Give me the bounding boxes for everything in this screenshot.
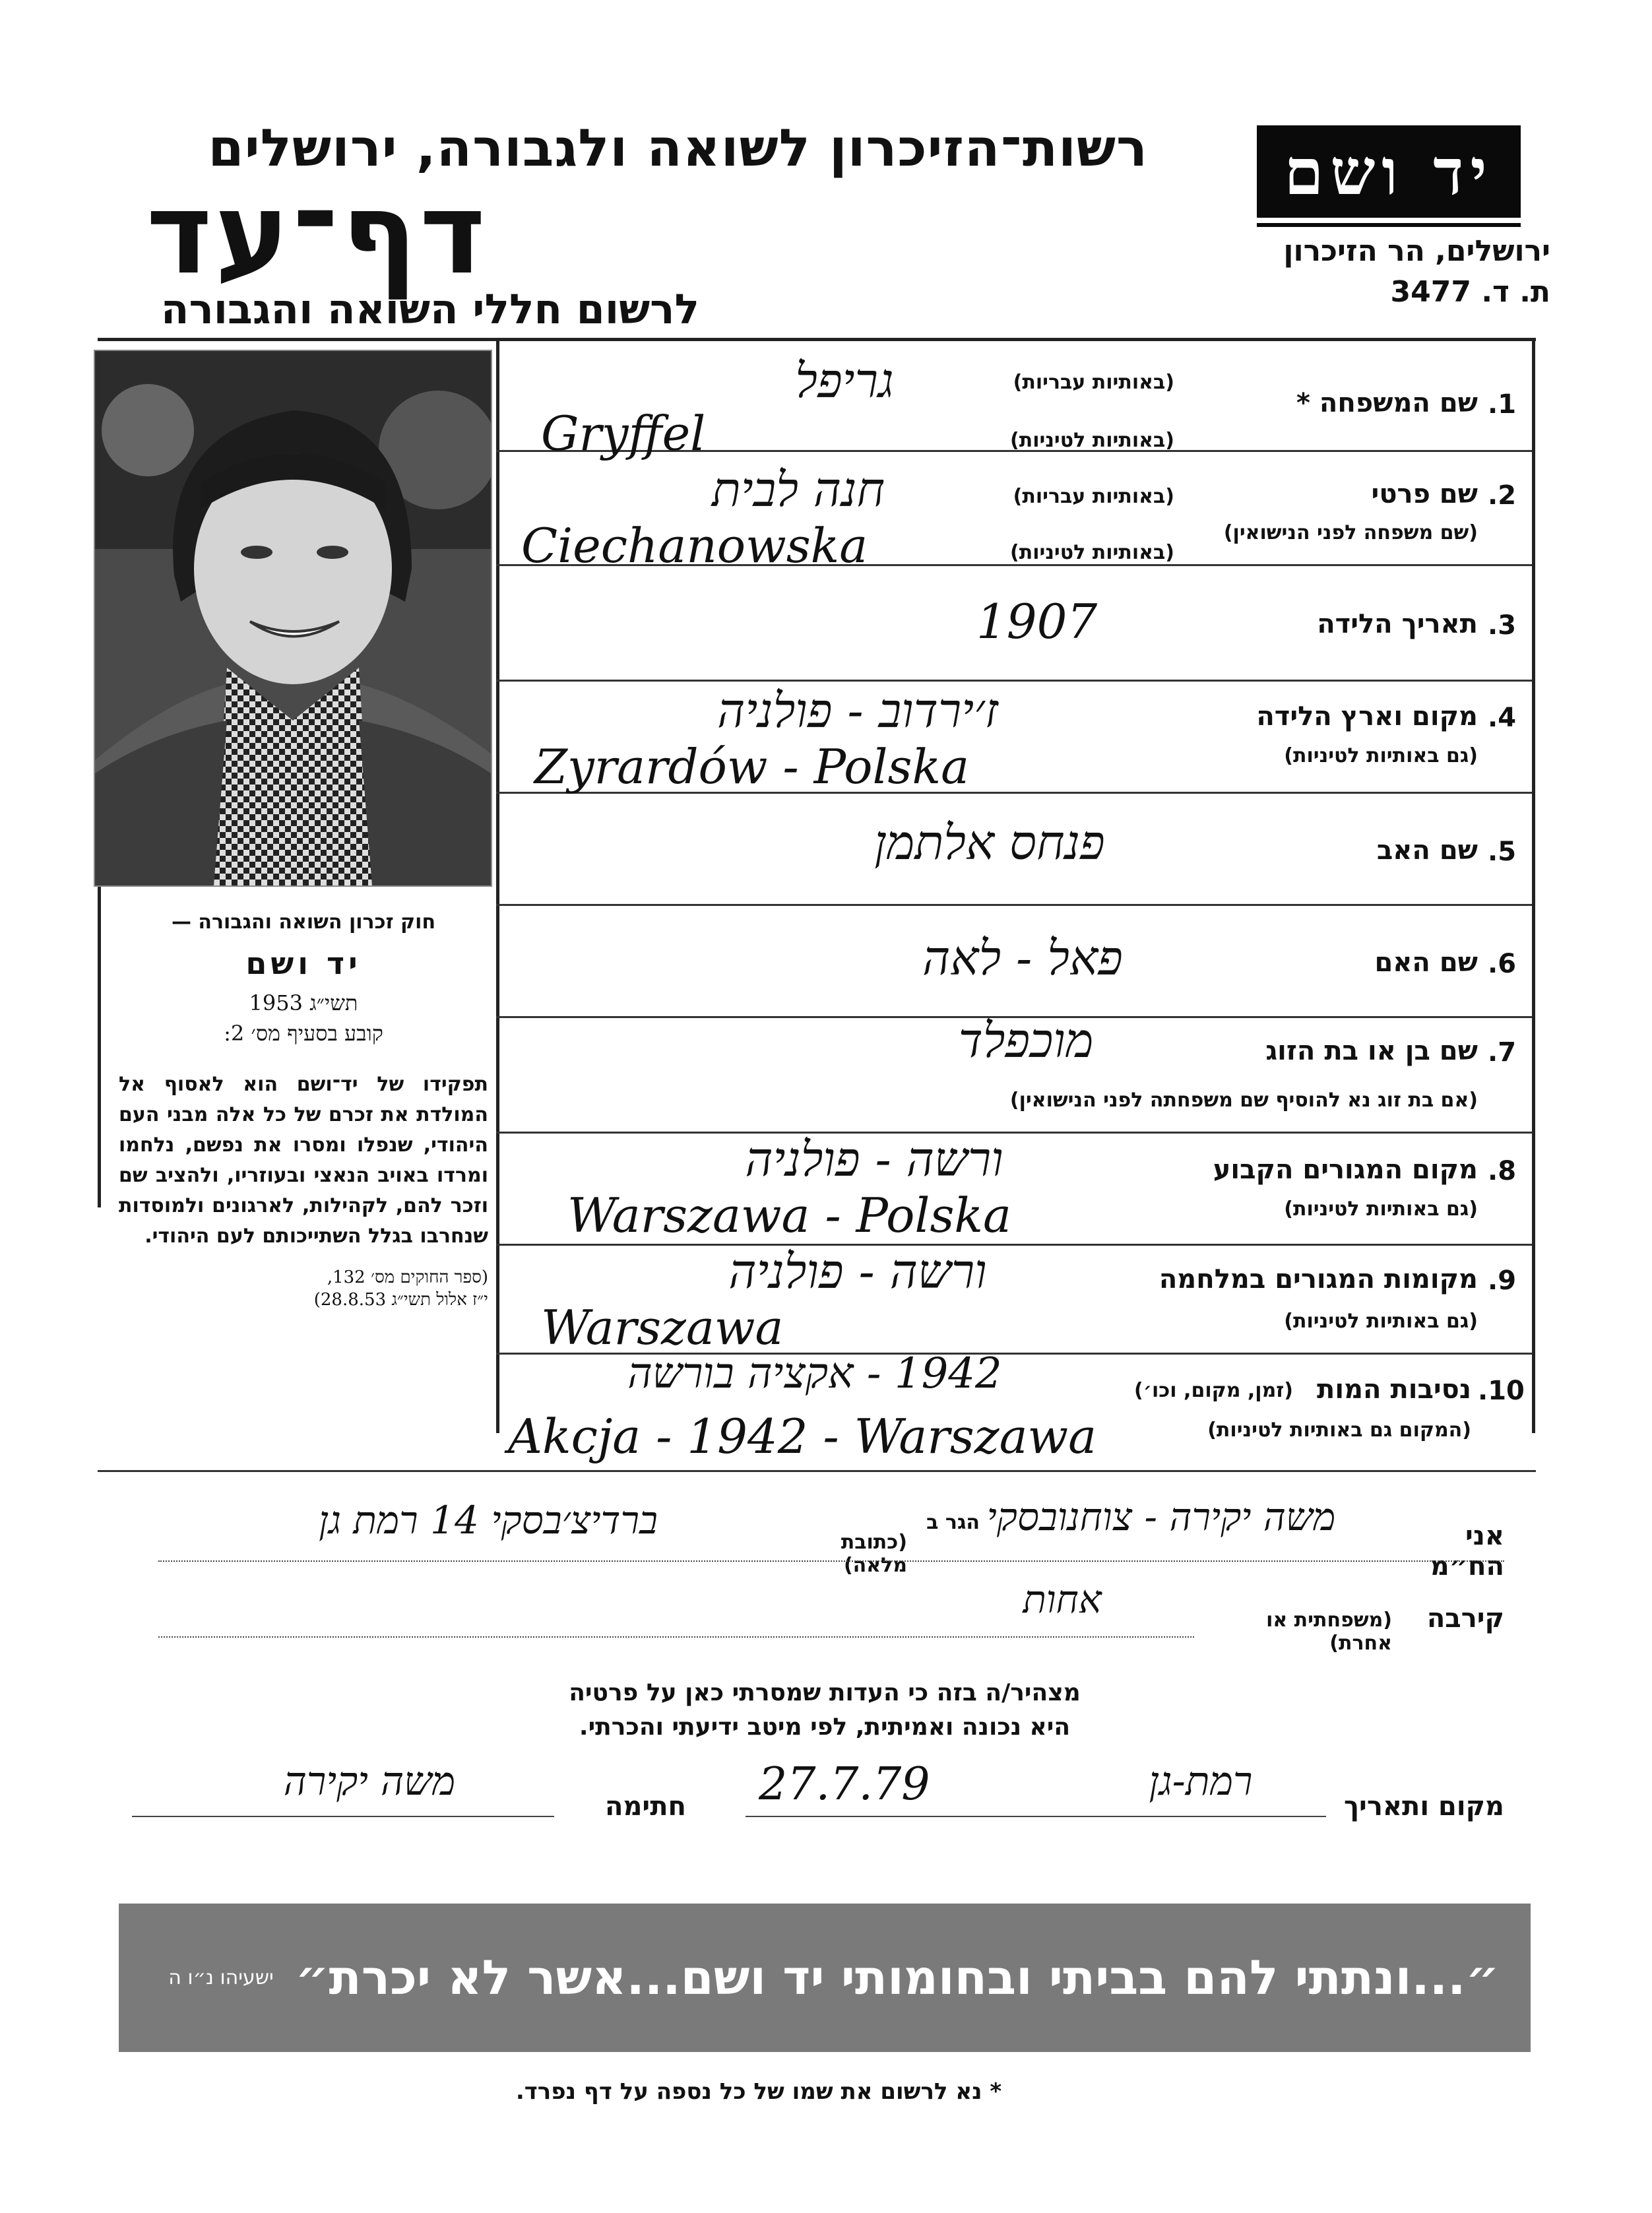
law-year: תשי״ג 1953 <box>249 990 358 1015</box>
row-6-number: .6 <box>1488 949 1517 979</box>
row-10-number: .10 <box>1478 1376 1525 1406</box>
row-2-hand-latin: Ciechanowska <box>521 518 868 573</box>
frame-right-border <box>1532 338 1535 1433</box>
row-7-label: שם בן או בת הזוג <box>1265 1036 1478 1066</box>
row-divider <box>496 680 1532 682</box>
row-6-hand: פאל - לאה <box>922 930 1123 986</box>
witness-name: משה יקירה - צוחנובסקי <box>986 1494 1336 1539</box>
row-2-hint-latin: (באותיות לטיניות) <box>1010 541 1174 564</box>
signature-label: חתימה <box>604 1791 686 1822</box>
banner-quote: ״...ונתתי להם בביתי ובחומותי יד ושם...אשר לא יכרת״ <box>295 1950 1500 2005</box>
row-2-number: .2 <box>1488 480 1517 511</box>
witness-dwell-label: הגר ב <box>926 1511 980 1534</box>
date-value: 27.7.79 <box>759 1758 930 1811</box>
witness-address-hint: (כתובת מלאה) <box>841 1531 907 1577</box>
signature-underline <box>132 1816 554 1817</box>
address-line: ירושלים, הר הזיכרון <box>1283 234 1550 268</box>
row-2-hint-hebrew: (באותיות עבריות) <box>1013 485 1174 508</box>
footnote: * נא לרשום את שמו של כל נספה על דף נפרד. <box>515 2078 1002 2105</box>
address-block <box>1234 231 1550 313</box>
frame-left-border <box>98 884 101 1207</box>
law-title: יד ושם <box>245 946 362 981</box>
row-3-label: תאריך הלידה <box>1317 609 1478 639</box>
law-heading: חוק זכרון השואה והגבורה — <box>171 911 436 934</box>
row-7-number: .7 <box>1488 1037 1517 1068</box>
law-body: תפקידו של יד־ושם הוא לאסוף אל המולדת את זכרם של כל אלה מבני העם היהודי, שנפלו ומסרו את נפשם, נלחמו ומרדו באויב הנאצי ובעוזריו, ולהציב שם וזכר להם, לקהילות, לארגונים ולמוסדות שנחרבו בגלל השתייכותם לעם היהודי. <box>119 1073 488 1248</box>
row-8-sub: (גם באותיות לטיניות) <box>1284 1198 1478 1221</box>
row-9-hand-hebrew: ורשה - פולניה <box>728 1244 987 1299</box>
place-value: רמת-גן <box>1149 1758 1253 1805</box>
law-box <box>119 911 488 1310</box>
row-1-hint-hebrew: (באותיות עבריות) <box>1013 371 1174 394</box>
logo-underline <box>1257 223 1521 227</box>
row-3-hand: 1907 <box>976 594 1098 649</box>
row-8-number: .8 <box>1488 1156 1517 1186</box>
pobox-line: ת. ד. 3477 <box>1390 275 1550 309</box>
row-6-label: שם האם <box>1374 947 1478 978</box>
row-2-label: שם פרטי <box>1371 479 1478 509</box>
page-subtitle: לרשום חללי השואה והגבורה <box>160 285 699 333</box>
row-9-sub: (גם באותיות לטיניות) <box>1284 1310 1478 1333</box>
victim-photo <box>94 350 492 887</box>
law-source-2: י״ז אלול תשי״ג 28.8.53) <box>313 1290 488 1310</box>
row-7-hand: מוכפלד <box>958 1013 1094 1068</box>
row-5-number: .5 <box>1488 837 1517 867</box>
row-10-hint: (זמן, מקום, וכו׳) <box>1133 1379 1293 1402</box>
org-name: רשות־הזיכרון לשואה ולגבורה, ירושלים <box>208 119 1148 178</box>
row-5-label: שם האב <box>1376 835 1478 866</box>
witness-address: ברדיצ׳בסקי 14 רמת גן <box>319 1498 658 1543</box>
row-5-hand: פנחס אלתמן <box>874 815 1105 870</box>
row-2-hand-hebrew: חנה לבית <box>711 462 885 517</box>
yad-vashem-logo: יד ושם <box>1257 125 1521 218</box>
kinship-hint: (משפחתית או אחרת) <box>1266 1609 1392 1655</box>
row-8-label: מקום המגורים הקבוע <box>1213 1155 1478 1185</box>
kinship-value: אחות <box>1023 1577 1102 1622</box>
row-1-label: שם המשפחה * <box>1296 388 1478 418</box>
row-10-hand-hebrew: 1942 - אקציה בורשה <box>627 1349 1002 1398</box>
row-4-hand-latin: Zyrardów - Polska <box>534 739 970 794</box>
row-3-number: .3 <box>1488 610 1517 641</box>
row-divider <box>496 904 1532 906</box>
witness-divider <box>98 1470 1536 1472</box>
row-10-label: נסיבות המות <box>1317 1374 1471 1405</box>
row-7-sub: (אם בת זוג נא להוסיף שם משפחתה לפני הנישואין) <box>1009 1089 1478 1112</box>
row-9-label: מקומות המגורים במלחמה <box>1159 1264 1478 1295</box>
row-9-number: .9 <box>1488 1266 1517 1296</box>
row-1-hand-latin: Gryffel <box>541 406 706 461</box>
declaration-line-2: היא נכונה ואמיתית, לפי מיטב ידיעתי והכרתי. <box>579 1714 1071 1741</box>
witness-line-1-underline <box>158 1560 1504 1562</box>
kinship-label: קירבה <box>1426 1603 1504 1634</box>
place-date-label: מקום ותאריך <box>1343 1791 1504 1822</box>
witness-prefix: אני הח״מ <box>1430 1521 1504 1582</box>
place-date-underline <box>746 1816 1326 1817</box>
signature: משה יקירה <box>283 1758 456 1805</box>
frame-divider <box>496 338 499 1433</box>
row-4-sub: (גם באותיות לטיניות) <box>1284 744 1478 767</box>
banner-source: ישעיהו נ״ו ה <box>168 1966 274 1989</box>
row-1-hint-latin: (באותיות לטיניות) <box>1010 429 1174 452</box>
row-2-sub: (שם משפחה לפני הנישואין) <box>1223 521 1478 544</box>
row-1-number: .1 <box>1488 389 1517 420</box>
page-title: דף־עד <box>146 169 488 300</box>
kinship-underline <box>158 1636 1194 1638</box>
row-9-hand-latin: Warszawa <box>541 1300 784 1355</box>
row-4-hand-hebrew: ז׳ירדוב - פולניה <box>717 683 998 738</box>
law-clause: קובע בסעיף מס׳ 2: <box>224 1021 383 1046</box>
row-4-label: מקום וארץ הלידה <box>1256 701 1478 732</box>
row-10-hand-latin: Akcja - 1942 - Warszawa <box>508 1409 1097 1464</box>
row-1-hand-hebrew: גריפל <box>795 353 894 408</box>
row-8-hand-hebrew: ורשה - פולניה <box>745 1132 1003 1187</box>
row-10-sub: (המקום גם באותיות לטיניות) <box>1207 1419 1471 1442</box>
declaration-line-1: מצהיר/ה בזה כי העדות שמסרתי כאן על פרטיה <box>569 1679 1081 1706</box>
declaration <box>462 1676 1188 1745</box>
row-4-number: .4 <box>1488 703 1517 733</box>
law-source-1: (ספר החוקים מס׳ 132, <box>327 1267 488 1287</box>
row-8-hand-latin: Warszawa - Polska <box>567 1188 1011 1243</box>
portrait-image <box>95 351 491 885</box>
